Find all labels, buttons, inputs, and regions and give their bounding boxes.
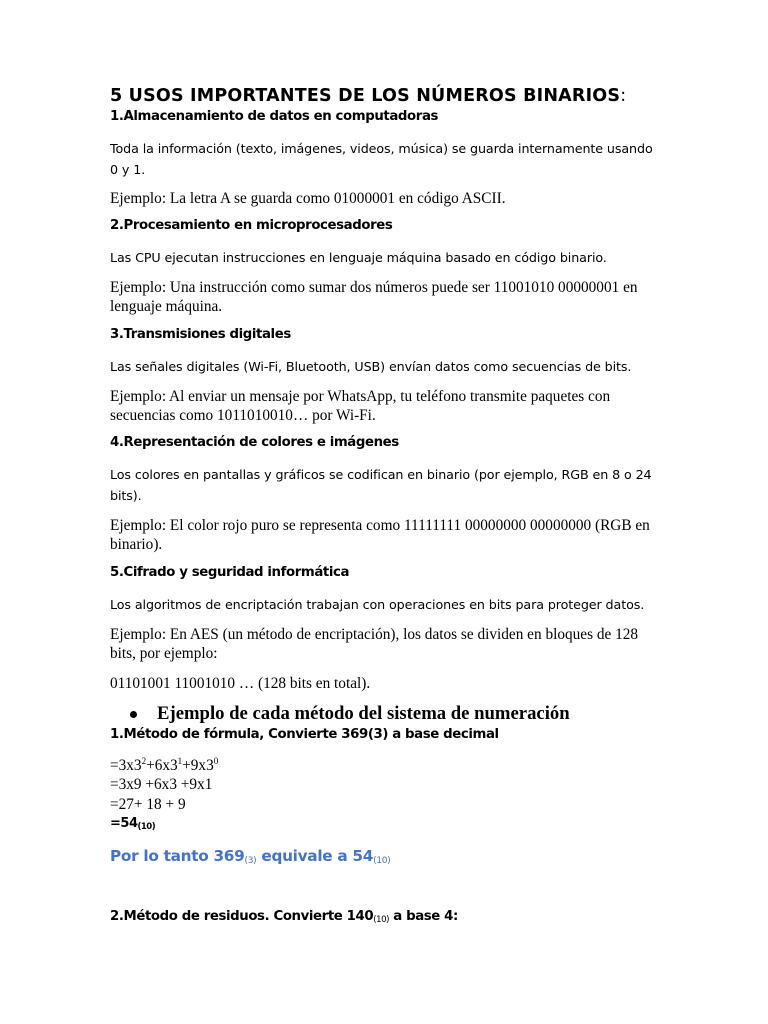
section-5-example-bits: 01101001 11001010 … (128 bits en total). xyxy=(110,675,371,692)
document-title xyxy=(110,86,655,106)
exp-2: 1 xyxy=(177,756,183,766)
conclusion-part-2: equivale a 54 xyxy=(256,847,374,865)
title-text: 5 USOS IMPORTANTES DE LOS NÚMEROS BINARIOS xyxy=(110,86,621,106)
method-1-line-2: =3x9 +6x3 +9x1 xyxy=(110,776,213,793)
method-2-heading-part-1: 2.Método de residuos. Convierte 140 xyxy=(110,909,374,924)
method-1-conclusion xyxy=(110,847,655,865)
title-colon: : xyxy=(620,86,627,106)
method-1-heading: 1.Método de fórmula, Convierte 369(3) a base decimal xyxy=(110,727,499,742)
term-2: +6x3 xyxy=(146,757,178,774)
conclusion-part-1: Por lo tanto 369 xyxy=(110,847,245,865)
exp-1: 2 xyxy=(141,756,147,766)
term-1: =3x3 xyxy=(110,757,142,774)
section-2-body: Las CPU ejecutan instrucciones en lenguaje máquina basado en código binario. xyxy=(110,250,607,265)
exp-3: 0 xyxy=(213,756,219,766)
section-4-heading: 4.Representación de colores e imágenes xyxy=(110,435,399,450)
bullet-text: Ejemplo de cada método del sistema de numeración xyxy=(157,703,570,724)
section-5-body: Los algoritmos de encriptación trabajan con operaciones en bits para proteger datos. xyxy=(110,597,645,612)
conclusion-base-2: (10) xyxy=(373,856,391,866)
section-2-example: Ejemplo: Una instrucción como sumar dos números puede ser 11001010 00000001 en lenguaje máquina. xyxy=(110,279,638,315)
section-3-body: Las señales digitales (Wi-Fi, Bluetooth, USB) envían datos como secuencias de bits. xyxy=(110,359,632,374)
bullet-dot-icon xyxy=(130,711,137,718)
section-3-example: Ejemplo: Al enviar un mensaje por WhatsApp, tu teléfono transmite paquetes con secuencias como 1011010010… por Wi-Fi. xyxy=(110,388,611,424)
term-3: +9x3 xyxy=(182,757,214,774)
section-1-body: Toda la información (texto, imágenes, videos, música) se guarda internamente usando 0 y 1. xyxy=(110,141,653,177)
section-1-heading: 1.Almacenamiento de datos en computadoras xyxy=(110,109,439,124)
section-2-heading: 2.Procesamiento en microprocesadores xyxy=(110,218,393,233)
section-5-heading: 5.Cifrado y seguridad informática xyxy=(110,565,350,580)
result-value: =54 xyxy=(110,816,138,831)
method-2-heading xyxy=(110,909,655,924)
section-5-example: Ejemplo: En AES (un método de encriptación), los datos se dividen en bloques de 128 bits, por ejemplo: xyxy=(110,626,639,662)
method-1-line-1 xyxy=(110,756,655,776)
section-4-body: Los colores en pantallas y gráficos se codifican en binario (por ejemplo, RGB en 8 o 24 bits). xyxy=(110,467,652,503)
result-base: (10) xyxy=(137,822,156,832)
method-1-line-3: =27+ 18 + 9 xyxy=(110,796,186,813)
method-2-heading-base: (10) xyxy=(373,915,390,925)
method-1-result xyxy=(110,816,655,831)
section-4-example: Ejemplo: El color rojo puro se representa como 11111111 00000000 00000000 (RGB en binario). xyxy=(110,517,650,553)
method-2-heading-part-2: a base 4: xyxy=(389,909,458,924)
section-3-heading: 3.Transmisiones digitales xyxy=(110,327,291,342)
conclusion-base-1: (3) xyxy=(244,856,257,866)
section-1-example: Ejemplo: La letra A se guarda como 01000001 en código ASCII. xyxy=(110,190,506,207)
